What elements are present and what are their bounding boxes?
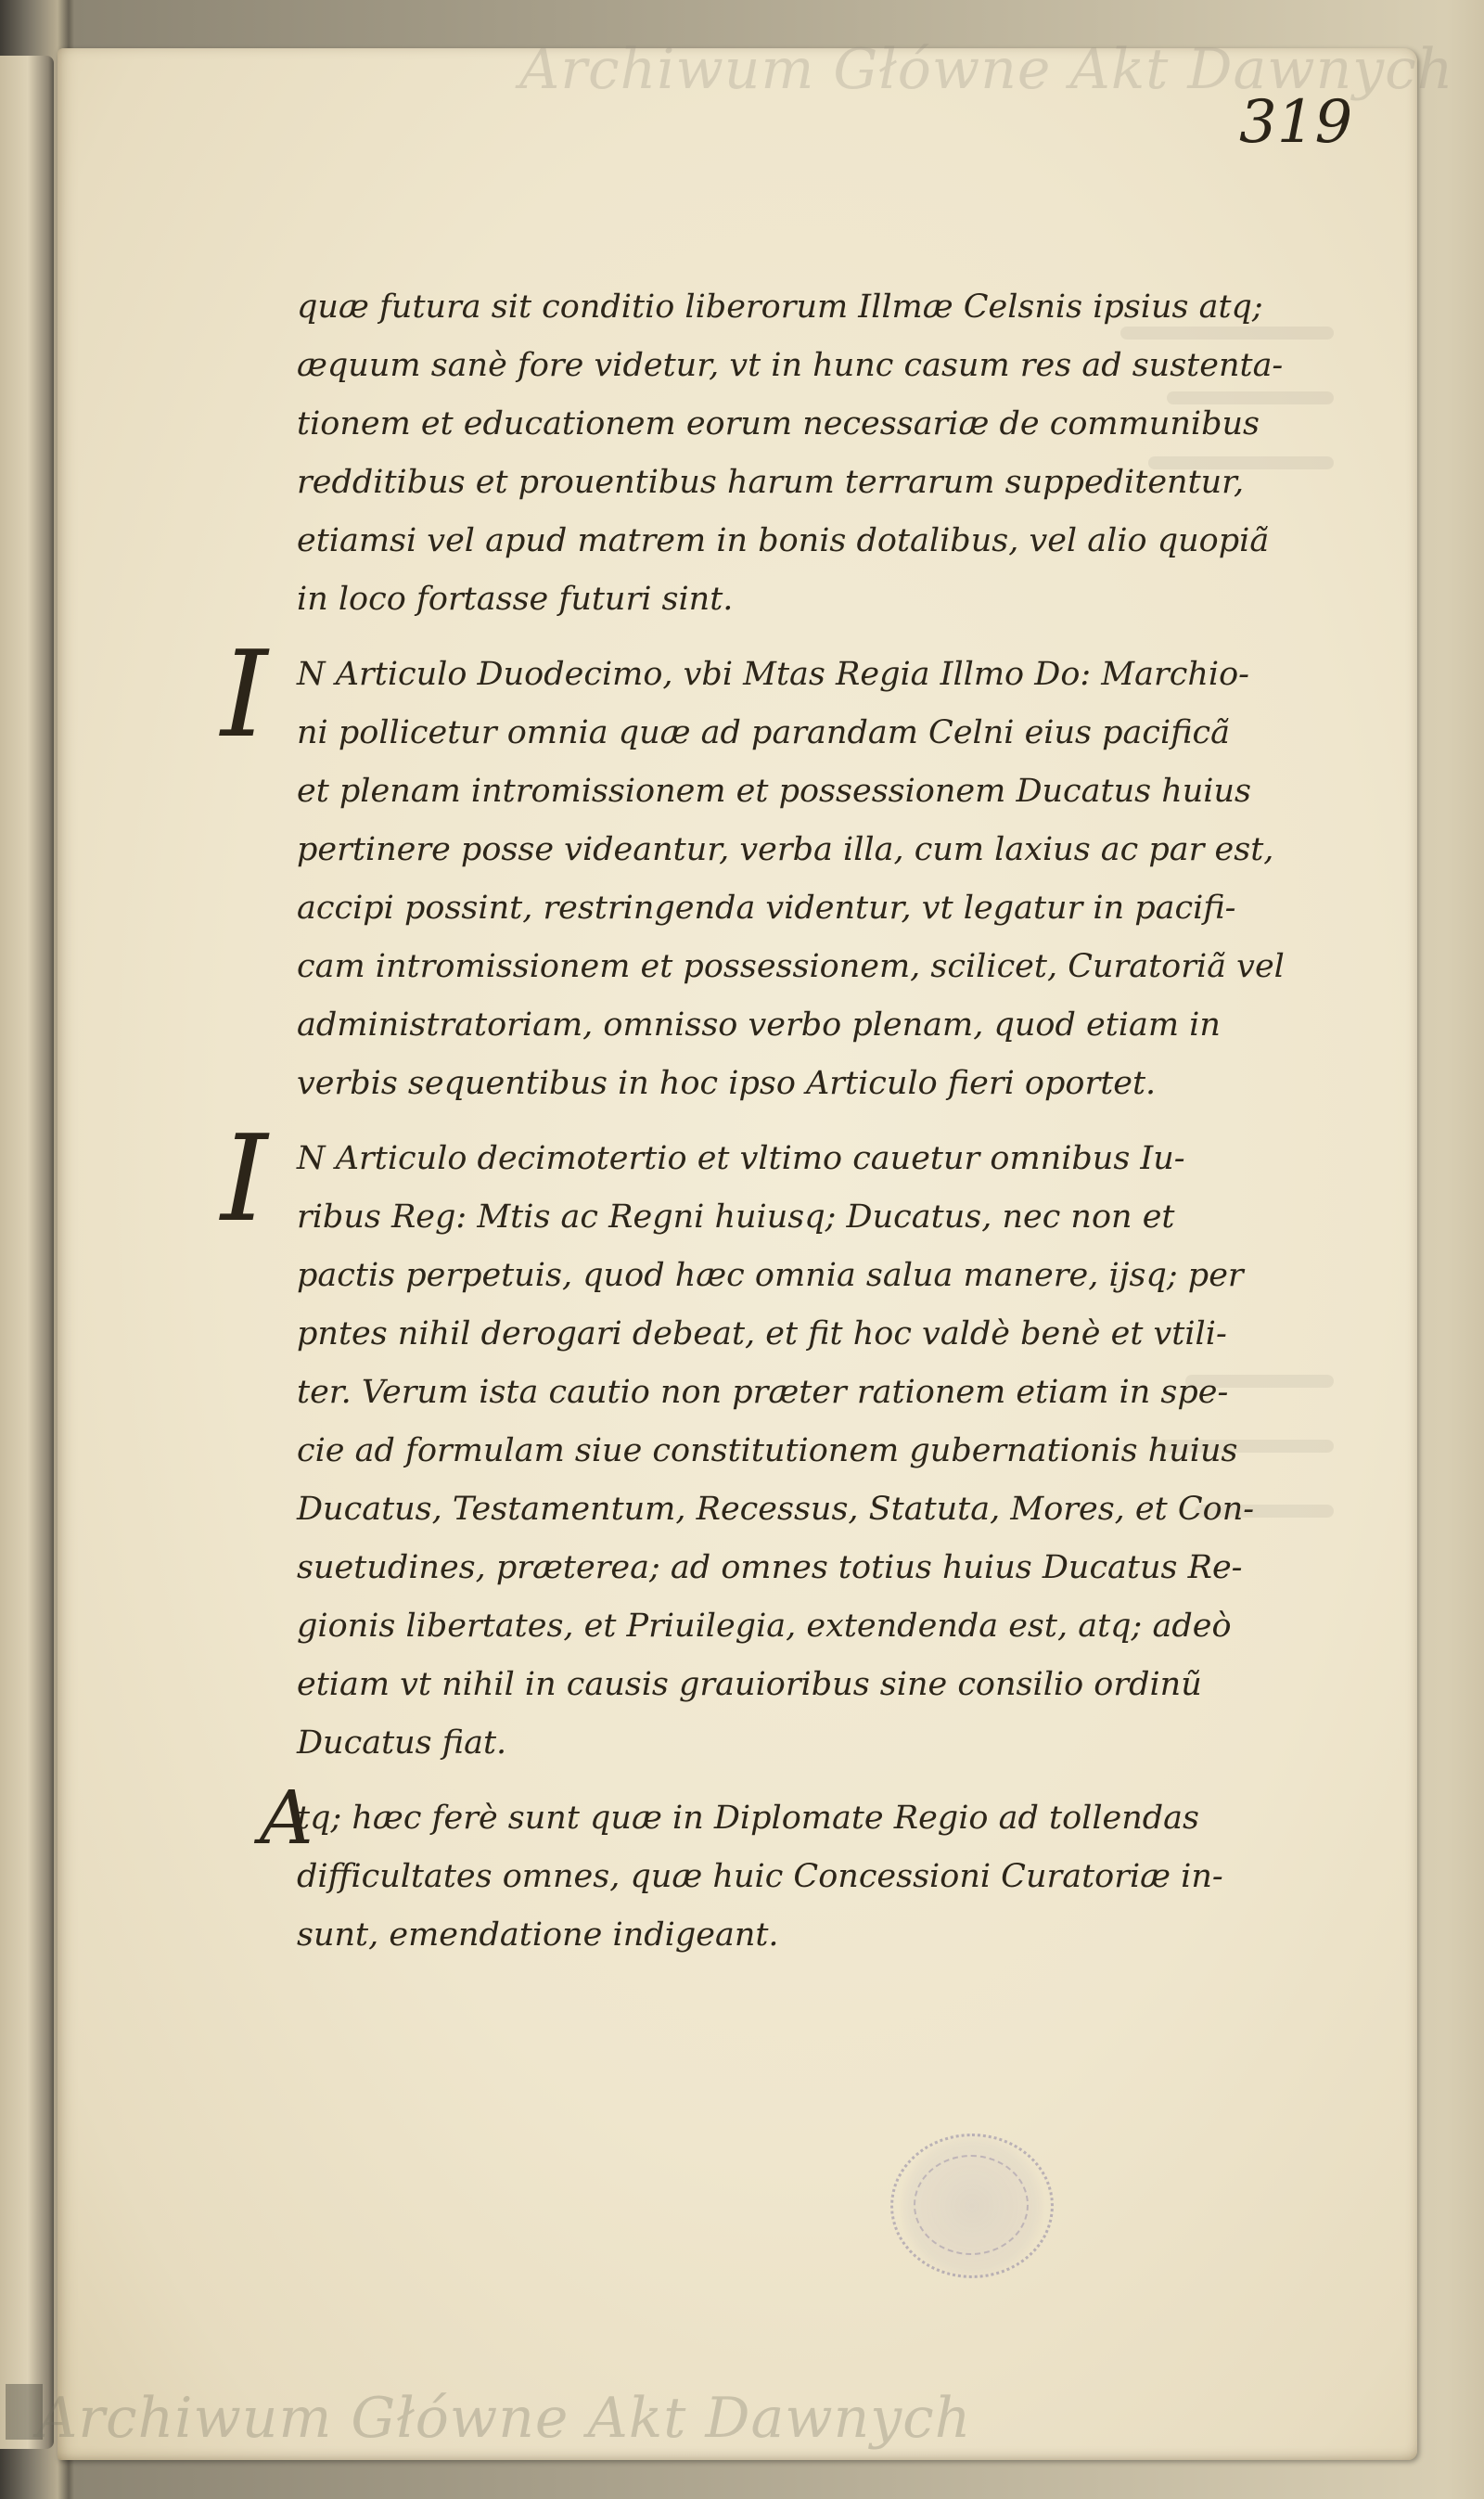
drop-cap: I	[221, 1110, 268, 1249]
text-line: et plenam intromissionem et possessionem Ducatus huius	[297, 773, 1251, 810]
archive-watermark-top: Archiwum Główne Akt Dawnych	[519, 37, 1454, 102]
folio-number: 319	[1239, 88, 1353, 157]
text-line: Ducatus fiat.	[297, 1724, 507, 1762]
text-line: æquum sanè fore videtur, vt in hunc casum res ad sustenta-	[297, 347, 1284, 384]
text-line: ter. Verum ista cautio non præter rationem etiam in spe-	[297, 1374, 1229, 1411]
archive-stamp	[890, 2134, 1054, 2278]
paragraph-2	[221, 626, 1354, 1113]
left-page-edge	[0, 56, 54, 2449]
text-line: cam intromissionem et possessionem, scilicet, Curatoriã vel	[297, 948, 1285, 985]
text-line: sunt, emendatione indigeant.	[297, 1916, 779, 1954]
text-line: Ducatus, Testamentum, Recessus, Statuta, Mores, et Con-	[297, 1491, 1255, 1528]
text-line: pntes nihil derogari debeat, et fit hoc valdè benè et vtili-	[297, 1315, 1227, 1352]
drop-cap: A	[260, 1775, 313, 1861]
text-line: N Articulo decimotertio et vltimo cauetur omnibus Iu-	[297, 1140, 1185, 1177]
paragraph-3	[221, 1110, 1354, 1773]
text-line: tionem et educationem eorum necessariæ de communibus	[297, 405, 1260, 442]
drop-cap: I	[221, 626, 268, 764]
text-line: gionis libertates, et Priuilegia, extendenda est, atq; adeò	[297, 1608, 1232, 1645]
text-line: ribus Reg: Mtis ac Regni huiusq; Ducatus, nec non et	[297, 1198, 1175, 1236]
paragraph-1	[297, 278, 1354, 629]
text-line: difficultates omnes, quæ huic Concessioni Curatoriæ in-	[297, 1858, 1223, 1895]
text-line: in loco fortasse futuri sint.	[297, 581, 734, 618]
text-line: etiam vt nihil in causis grauioribus sine consilio ordinũ	[297, 1666, 1202, 1703]
manuscript-text	[221, 278, 1354, 1965]
text-line: verbis sequentibus in hoc ipso Articulo fieri oportet.	[297, 1065, 1157, 1102]
text-line: pactis perpetuis, quod hæc omnia salua manere, ijsq; per	[297, 1257, 1244, 1294]
text-line: ni pollicetur omnia quæ ad parandam Celni eius pacificã	[297, 714, 1231, 751]
text-line: administratoriam, omnisso verbo plenam, quod etiam in	[297, 1006, 1221, 1044]
text-line: redditibus et prouentibus harum terrarum suppeditentur,	[297, 464, 1245, 501]
text-line: suetudines, præterea; ad omnes totius huius Ducatus Re-	[297, 1549, 1243, 1586]
text-line: pertinere posse videantur, verba illa, cum laxius ac par est,	[297, 831, 1274, 868]
text-line: N Articulo Duodecimo, vbi Mtas Regia Illmo Do: Marchio-	[297, 656, 1249, 693]
paragraph-4	[260, 1775, 1354, 1965]
text-line: etiamsi vel apud matrem in bonis dotalibus, vel alio quopiã	[297, 522, 1270, 559]
text-line: accipi possint, restringenda videntur, vt legatur in pacifi-	[297, 890, 1236, 927]
text-line: cie ad formulam siue constitutionem gubernationis huius	[297, 1432, 1238, 1469]
text-line: quæ futura sit conditio liberorum Illmæ Celsnis ipsius atq;	[297, 288, 1263, 326]
archive-watermark-bottom: Archiwum Główne Akt Dawnych	[37, 2386, 972, 2451]
text-line: tq; hæc ferè sunt quæ in Diplomate Regio ad tollendas	[297, 1800, 1200, 1837]
